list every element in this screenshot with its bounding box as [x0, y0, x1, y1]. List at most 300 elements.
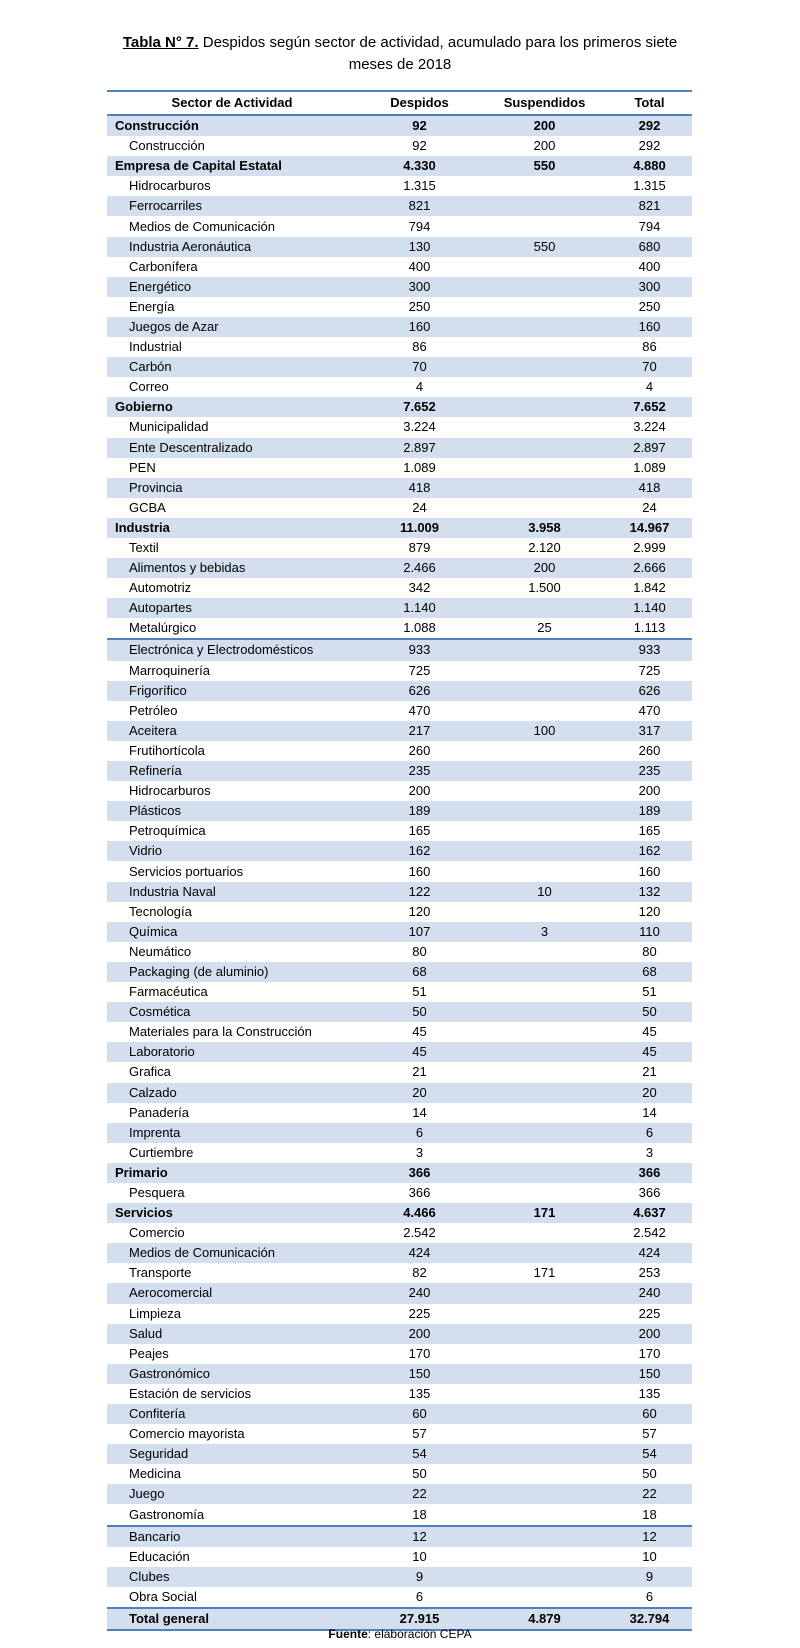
cell-total: 80 — [642, 943, 657, 959]
cell-name: Ente Descentralizado — [107, 438, 357, 458]
cell-despidos: 2.542 — [403, 1225, 436, 1241]
table-row — [107, 1344, 692, 1364]
cell-name: Peajes — [129, 1345, 169, 1361]
cell-name: Gastronomía — [129, 1506, 205, 1522]
cell-suspendidos — [482, 1002, 607, 1022]
cell-suspendidos — [482, 438, 607, 458]
cell-despidos: 200 — [357, 1324, 482, 1344]
table-row — [107, 458, 692, 478]
cell-total: 135 — [638, 1385, 661, 1401]
table-row — [107, 176, 692, 196]
cell-total: 1.315 — [633, 178, 666, 194]
sector-row — [107, 156, 692, 176]
table-row — [107, 1083, 692, 1103]
cell-despidos: 235 — [357, 761, 482, 781]
table-row — [107, 801, 692, 821]
cell-despidos: 6 — [415, 1588, 424, 1604]
table-row — [107, 618, 692, 639]
table-row — [107, 861, 692, 881]
cell-suspendidos — [482, 821, 607, 841]
cell-total: 120 — [638, 903, 661, 919]
cell-total: 165 — [638, 823, 661, 839]
cell-suspendidos — [482, 1567, 607, 1587]
cell-suspendidos — [482, 781, 607, 801]
table-row — [107, 1324, 692, 1344]
table-row — [107, 1464, 692, 1484]
cell-name: Empresa de Capital Estatal — [107, 156, 357, 176]
table-row — [107, 578, 692, 598]
cell-name: Autopartes — [107, 598, 357, 618]
cell-despidos: 200 — [408, 783, 431, 799]
cell-despidos: 250 — [408, 298, 431, 314]
cell-despidos: 260 — [408, 742, 431, 758]
table-row — [107, 196, 692, 216]
cell-name: Neumático — [129, 943, 192, 959]
cell-name: Farmacéutica — [129, 984, 208, 1000]
table-row — [107, 701, 692, 721]
cell-total: 1.089 — [633, 459, 666, 475]
cell-total: 60 — [607, 1404, 692, 1424]
cell-total: 68 — [607, 962, 692, 982]
table-row — [107, 1243, 692, 1263]
cell-total: 86 — [642, 339, 657, 355]
table-caption: Despidos según sector de actividad, acumulado para los primeros siete meses de 2018 — [198, 34, 678, 73]
cell-name: Primario — [107, 1163, 357, 1183]
column-header-despidos: Despidos — [357, 91, 482, 115]
table-row — [107, 317, 692, 337]
cell-suspendidos — [482, 498, 607, 518]
table-row — [107, 681, 692, 701]
cell-despidos: 1.140 — [357, 598, 482, 618]
cell-name: Marroquinería — [129, 662, 210, 678]
cell-despidos: 626 — [357, 681, 482, 701]
cell-suspendidos — [482, 681, 607, 701]
cell-suspendidos — [482, 1163, 607, 1183]
cell-suspendidos — [482, 417, 607, 437]
cell-name: Medios de Comunicación — [107, 1243, 357, 1263]
cell-despidos: 2.897 — [357, 438, 482, 458]
table-row — [107, 882, 692, 902]
sector-row — [107, 397, 692, 417]
cell-suspendidos — [482, 982, 607, 1002]
cell-despidos: 21 — [412, 1064, 427, 1080]
cell-total: 4.880 — [607, 156, 692, 176]
cell-total: 235 — [607, 761, 692, 781]
cell-total: 292 — [607, 115, 692, 136]
table-row — [107, 1424, 692, 1444]
cell-suspendidos — [482, 397, 607, 417]
table-row — [107, 478, 692, 498]
cell-suspendidos — [482, 1183, 607, 1203]
cell-name: Industria Aeronáutica — [107, 237, 357, 257]
cell-total: 22 — [607, 1484, 692, 1504]
cell-suspendidos — [482, 902, 607, 922]
cell-total: 626 — [607, 681, 692, 701]
sector-row — [107, 115, 692, 136]
column-header-sector: Sector de Actividad — [107, 91, 357, 115]
table-row — [107, 741, 692, 761]
cell-despidos: 45 — [357, 1042, 482, 1062]
cell-total: 24 — [642, 499, 657, 515]
cell-name: Vidrio — [107, 841, 357, 861]
cell-suspendidos — [482, 962, 607, 982]
cell-despidos: 20 — [357, 1083, 482, 1103]
cell-name: Alimentos y bebidas — [107, 558, 357, 578]
cell-suspendidos — [482, 1464, 607, 1484]
cell-suspendidos: 200 — [482, 115, 607, 136]
cell-despidos: 300 — [357, 277, 482, 297]
cell-total: 200 — [607, 1324, 692, 1344]
cell-despidos: 424 — [357, 1243, 482, 1263]
cell-name: Aceitera — [107, 721, 357, 741]
cell-despidos: 107 — [357, 922, 482, 942]
cell-suspendidos — [482, 458, 607, 478]
table-row — [107, 1444, 692, 1464]
cell-despidos: 2.466 — [357, 558, 482, 578]
cell-name: Comercio mayorista — [129, 1426, 245, 1442]
table-row — [107, 337, 692, 357]
cell-suspendidos — [482, 357, 607, 377]
cell-name: Energía — [129, 298, 175, 314]
cell-suspendidos — [482, 1547, 607, 1567]
cell-despidos: 80 — [412, 943, 427, 959]
table-row — [107, 1123, 692, 1143]
cell-name: Gobierno — [107, 397, 357, 417]
cell-total: 1.113 — [633, 620, 666, 636]
cell-despidos: 4.466 — [357, 1203, 482, 1223]
cell-suspendidos: 100 — [482, 721, 607, 741]
table-row — [107, 841, 692, 861]
cell-suspendidos: 200 — [533, 138, 556, 154]
cell-name: Automotriz — [129, 580, 192, 596]
cell-despidos: 18 — [412, 1506, 427, 1522]
cell-total: 225 — [638, 1305, 661, 1321]
cell-name: Industria — [107, 518, 357, 538]
cell-despidos: 821 — [357, 196, 482, 216]
cell-total: 110 — [607, 922, 692, 942]
table-row — [107, 1143, 692, 1163]
cell-despidos: 51 — [412, 984, 427, 1000]
cell-despidos: 189 — [357, 801, 482, 821]
cell-total: 18 — [642, 1506, 657, 1522]
cell-despidos: 470 — [408, 702, 431, 718]
cell-name: Pesquera — [129, 1185, 185, 1201]
cell-name: Provincia — [107, 478, 357, 498]
cell-suspendidos: 2.120 — [528, 540, 561, 556]
table-row — [107, 1526, 692, 1547]
table-row — [107, 1283, 692, 1303]
table-row — [107, 721, 692, 741]
sector-row — [107, 1163, 692, 1183]
cell-despidos: 400 — [408, 258, 431, 274]
cell-suspendidos: 200 — [482, 558, 607, 578]
cell-despidos: 68 — [357, 962, 482, 982]
cell-total: 240 — [607, 1283, 692, 1303]
cell-despidos: 7.652 — [357, 397, 482, 417]
cell-total: 10 — [642, 1548, 657, 1564]
table-row — [107, 902, 692, 922]
cell-name: Química — [107, 922, 357, 942]
table-row — [107, 598, 692, 618]
column-header-suspendidos: Suspendidos — [482, 91, 607, 115]
table-row — [107, 538, 692, 558]
cell-suspendidos: 10 — [482, 882, 607, 902]
table-row — [107, 1223, 692, 1243]
cell-suspendidos — [482, 337, 607, 357]
cell-suspendidos — [482, 1083, 607, 1103]
cell-suspendidos — [482, 1143, 607, 1163]
cell-name: Obra Social — [129, 1588, 197, 1604]
table-row — [107, 1022, 692, 1042]
cell-total: 317 — [607, 721, 692, 741]
cell-total: 470 — [638, 702, 661, 718]
cell-despidos: 45 — [412, 1024, 427, 1040]
cell-despidos: 725 — [408, 662, 431, 678]
dismissals-table — [107, 90, 692, 1631]
cell-name: Carbón — [107, 357, 357, 377]
cell-name: Salud — [107, 1324, 357, 1344]
cell-total: 57 — [642, 1426, 657, 1442]
cell-suspendidos — [482, 257, 607, 277]
cell-total: 6 — [645, 1588, 654, 1604]
column-header-total: Total — [607, 91, 692, 115]
cell-name: Seguridad — [107, 1444, 357, 1464]
cell-total: 1.140 — [607, 598, 692, 618]
table-row — [107, 661, 692, 681]
cell-name: Panadería — [129, 1104, 189, 1120]
cell-despidos: 366 — [357, 1163, 482, 1183]
cell-total: 3 — [645, 1144, 654, 1160]
table-row — [107, 357, 692, 377]
sector-row — [107, 1203, 692, 1223]
cell-despidos: 14 — [412, 1104, 427, 1120]
cell-suspendidos — [482, 377, 607, 397]
table-row — [107, 257, 692, 277]
cell-name: Industrial — [129, 339, 182, 355]
cell-despidos: 10 — [412, 1548, 427, 1564]
cell-name: Imprenta — [107, 1123, 357, 1143]
table-row — [107, 1587, 692, 1608]
cell-despidos: 418 — [357, 478, 482, 498]
cell-suspendidos — [482, 1283, 607, 1303]
cell-despidos: 4 — [415, 379, 424, 395]
table-row — [107, 982, 692, 1002]
cell-total: 12 — [607, 1526, 692, 1547]
cell-suspendidos: 171 — [482, 1203, 607, 1223]
cell-suspendidos — [482, 216, 607, 236]
cell-despidos: 70 — [357, 357, 482, 377]
cell-total: 32.794 — [607, 1608, 692, 1630]
cell-despidos: 54 — [357, 1444, 482, 1464]
table-row — [107, 639, 692, 660]
cell-name: Gastronómico — [107, 1364, 357, 1384]
cell-suspendidos — [482, 196, 607, 216]
table-row — [107, 1547, 692, 1567]
cell-name: Curtiembre — [129, 1144, 194, 1160]
cell-total: 260 — [638, 742, 661, 758]
cell-despidos: 92 — [357, 115, 482, 136]
cell-despidos: 1.088 — [403, 620, 436, 636]
cell-despidos: 160 — [357, 317, 482, 337]
cell-name: Correo — [129, 379, 169, 395]
cell-suspendidos — [482, 1344, 607, 1364]
cell-total: 162 — [607, 841, 692, 861]
cell-suspendidos: 3.958 — [482, 518, 607, 538]
cell-name: Juego — [107, 1484, 357, 1504]
cell-name: Industria Naval — [107, 882, 357, 902]
cell-despidos: 150 — [357, 1364, 482, 1384]
cell-despidos: 57 — [412, 1426, 427, 1442]
cell-total: 4.637 — [607, 1203, 692, 1223]
cell-total: 2.999 — [633, 540, 666, 556]
cell-despidos: 165 — [408, 823, 431, 839]
cell-suspendidos — [482, 1103, 607, 1123]
table-row — [107, 781, 692, 801]
cell-despidos: 225 — [408, 1305, 431, 1321]
cell-suspendidos — [482, 841, 607, 861]
cell-total: 292 — [638, 138, 661, 154]
cell-despidos: 122 — [357, 882, 482, 902]
table-row — [107, 922, 692, 942]
cell-despidos: 11.009 — [357, 518, 482, 538]
cell-name: Laboratorio — [107, 1042, 357, 1062]
table-row — [107, 1567, 692, 1587]
sector-row — [107, 518, 692, 538]
cell-despidos: 9 — [357, 1567, 482, 1587]
cell-suspendidos: 171 — [533, 1265, 556, 1281]
cell-total: 2.897 — [607, 438, 692, 458]
cell-total: 250 — [638, 298, 661, 314]
cell-despidos: 342 — [408, 580, 431, 596]
cell-suspendidos — [482, 1123, 607, 1143]
cell-total: 821 — [607, 196, 692, 216]
cell-total: 45 — [607, 1042, 692, 1062]
cell-name: Educación — [129, 1548, 190, 1564]
cell-suspendidos — [482, 478, 607, 498]
cell-total: 9 — [607, 1567, 692, 1587]
cell-name: Grafica — [129, 1064, 171, 1080]
cell-suspendidos — [482, 1364, 607, 1384]
cell-suspendidos — [482, 1062, 607, 1082]
table-title — [100, 32, 700, 76]
table-row — [107, 962, 692, 982]
cell-suspendidos — [482, 1504, 607, 1525]
cell-name: Servicios — [107, 1203, 357, 1223]
table-row — [107, 216, 692, 236]
cell-total: 366 — [607, 1163, 692, 1183]
cell-despidos: 240 — [357, 1283, 482, 1303]
table-row — [107, 1364, 692, 1384]
cell-name: Petróleo — [129, 702, 178, 718]
source-note — [0, 1627, 800, 1641]
cell-name: Juegos de Azar — [107, 317, 357, 337]
cell-name: Municipalidad — [129, 419, 209, 435]
cell-name: Plásticos — [107, 801, 357, 821]
cell-suspendidos — [482, 1444, 607, 1464]
cell-suspendidos: 4.879 — [482, 1608, 607, 1630]
table-row — [107, 1504, 692, 1525]
cell-despidos: 170 — [408, 1345, 431, 1361]
cell-name: Frutihortícola — [129, 742, 205, 758]
cell-name: Comercio — [129, 1225, 185, 1241]
cell-name: Metalúrgico — [129, 620, 197, 636]
cell-total: 3.224 — [633, 419, 666, 435]
cell-total: 21 — [642, 1064, 657, 1080]
cell-name: Servicios portuarios — [129, 863, 244, 879]
cell-total: 200 — [638, 783, 661, 799]
cell-suspendidos — [482, 661, 607, 681]
cell-total: 6 — [607, 1123, 692, 1143]
cell-despidos: 162 — [357, 841, 482, 861]
cell-total: 70 — [607, 357, 692, 377]
cell-despidos: 135 — [408, 1385, 431, 1401]
cell-total: 418 — [607, 478, 692, 498]
cell-total: 424 — [607, 1243, 692, 1263]
cell-suspendidos — [482, 277, 607, 297]
cell-total: 1.842 — [633, 580, 666, 596]
cell-suspendidos — [482, 761, 607, 781]
cell-name: Confitería — [107, 1404, 357, 1424]
cell-total: 300 — [607, 277, 692, 297]
table-row — [107, 136, 692, 156]
table-row — [107, 237, 692, 257]
table-row — [107, 498, 692, 518]
cell-name: Cosmética — [107, 1002, 357, 1022]
cell-name: Petroquímica — [129, 823, 206, 839]
cell-despidos: 82 — [412, 1265, 427, 1281]
cell-suspendidos — [482, 1424, 607, 1444]
table-row — [107, 438, 692, 458]
cell-total: 150 — [607, 1364, 692, 1384]
table-row — [107, 1384, 692, 1404]
cell-name: Electrónica y Electrodomésticos — [107, 639, 357, 660]
cell-total: 2.542 — [633, 1225, 666, 1241]
cell-total: 50 — [642, 1466, 657, 1482]
cell-despidos: 130 — [357, 237, 482, 257]
cell-suspendidos: 25 — [537, 620, 552, 636]
cell-suspendidos — [482, 639, 607, 660]
cell-despidos: 22 — [357, 1484, 482, 1504]
header-row — [107, 91, 692, 115]
cell-despidos: 933 — [357, 639, 482, 660]
cell-suspendidos — [482, 317, 607, 337]
cell-total: 680 — [607, 237, 692, 257]
cell-despidos: 60 — [357, 1404, 482, 1424]
cell-suspendidos — [482, 861, 607, 881]
cell-suspendidos — [482, 297, 607, 317]
cell-suspendidos — [482, 176, 607, 196]
cell-total: 2.666 — [607, 558, 692, 578]
cell-despidos: 12 — [357, 1526, 482, 1547]
table-row — [107, 1304, 692, 1324]
cell-name: Packaging (de aluminio) — [107, 962, 357, 982]
cell-name: Frigorífico — [107, 681, 357, 701]
cell-name: Calzado — [107, 1083, 357, 1103]
cell-total: 170 — [638, 1345, 661, 1361]
cell-suspendidos — [482, 1384, 607, 1404]
cell-despidos: 120 — [408, 903, 431, 919]
table-row — [107, 1183, 692, 1203]
table-row — [107, 1404, 692, 1424]
cell-despidos: 24 — [412, 499, 427, 515]
cell-suspendidos: 550 — [482, 156, 607, 176]
cell-despidos: 1.089 — [403, 459, 436, 475]
table-body — [107, 115, 692, 1630]
cell-suspendidos — [482, 801, 607, 821]
cell-despidos: 6 — [357, 1123, 482, 1143]
table-row — [107, 1042, 692, 1062]
cell-name: GCBA — [129, 499, 166, 515]
